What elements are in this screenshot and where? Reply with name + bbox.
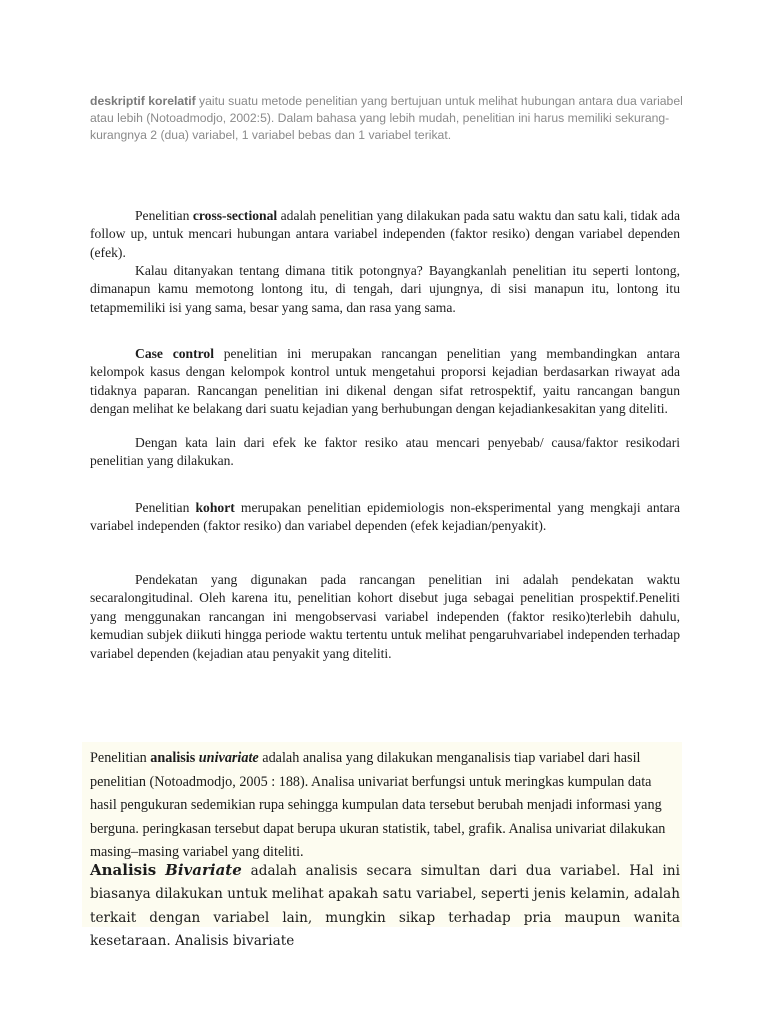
cross-sectional-text: adalah penelitian yang dilakukan pada satu waktu dan satu kali, tidak ada follow up, untuk mencari hubungan antara variabel independen (faktor resiko) dengan variabel dependen (efek).: [90, 208, 681, 260]
kohort-text: merupakan penelitian epidemiologis non-eksperimental yang mengkaji antara variabel independen (faktor resiko) dan variabel dependen (efek kejadian/penyakit).: [90, 500, 680, 534]
cross-sectional-lead: Penelitian: [135, 208, 193, 223]
kohort-paragraph: [90, 499, 680, 536]
intro-paragraph: [90, 93, 690, 144]
bivariate-text: adalah analisis secara simultan dari dua variabel. Hal ini biasanya dilakukan untuk melihat apakah satu variabel, seperti jenis kelamin, adalah terkait dengan variabel lain, mungkin sikap terhadap pria maupun wanita kesetaraan. Analisis bivariate: [90, 863, 680, 950]
term-deskriptif-korelatif: deskriptif korelatif: [90, 94, 196, 108]
kohort-lead: Penelitian: [135, 500, 196, 515]
term-univariate: univariate: [198, 750, 259, 766]
term-analisis-bivariate: Analisis: [90, 861, 157, 879]
univariate-text: adalah analisa yang dilakukan menganalisis tiap variabel dari hasil penelitian (Notoadmodjo, 2005 : 188). Analisa univariat berfungsi untuk meringkas kumpulan data hasil pengukuran sedemikian rupa sehingga kumpulan data tersebut berubah menjadi informasi yang berguna. peringkasan tersebut dapat berupa ukuran statistik, tabel, grafik. Analisa univariat dilakukan masing–masing variabel yang diteliti.: [90, 750, 666, 861]
case-control-paragraph: [90, 345, 680, 419]
case-control-paragraph-2: Dengan kata lain dari efek ke faktor resiko atau mencari penyebab/ causa/faktor resikodari penelitian yang dilakukan.: [90, 435, 680, 469]
univariate-paragraph: [90, 747, 680, 865]
intro-text: yaitu suatu metode penelitian yang bertujuan untuk melihat hubungan antara dua variabel atau lebih (Notoadmodjo, 2002:5). Dalam bahasa yang lebih mudah, penelitian ini harus memiliki sekurang-kurangnya 2 (dua) variabel, 1 variabel bebas dan 1 variabel terikat.: [90, 94, 683, 142]
cross-sectional-paragraph: [90, 207, 680, 262]
univariate-lead: Penelitian: [90, 750, 151, 766]
term-cross-sectional: cross-sectional: [192, 208, 278, 223]
case-control-text: penelitian ini merupakan rancangan penelitian yang membandingkan antara kelompok kasus dengan kelompok kontrol untuk mengetahui proporsi kejadian berdasarkan riwayat ada tidaknya paparan. Rancangan penelitian ini dikenal dengan sifat retrospektif, yaitu rancangan bangun dengan melihat ke belakang dari suatu kejadian yang berhubungan dengan kejadiankesakitan yang diteliti.: [90, 346, 680, 417]
term-kohort: kohort: [195, 500, 235, 515]
kohort-paragraph-2: Pendekatan yang digunakan pada rancangan penelitian ini adalah pendekatan waktu secaralongitudinal. Oleh karena itu, penelitian kohort disebut juga sebagai penelitian prospektif.Peneliti yang menggunakan rancangan ini mengobservasi variabel independen (faktor resiko)terlebih dahulu, kemudian subjek diikuti hingga periode waktu tertentu untuk melihat pengaruhvariabel independen terhadap variabel dependen (kejadian atau penyakit yang diteliti.: [90, 572, 681, 661]
lontong-paragraph: Kalau ditanyakan tentang dimana titik potongnya? Bayangkanlah penelitian itu seperti lontong, dimanapun kamu memotong lontong itu, di tengah, dari ujungnya, di sisi manapun itu, lontong itu tetapmemiliki isi yang sama, besar yang sama, dan rasa yang sama.: [90, 263, 680, 315]
bivariate-paragraph: [90, 859, 680, 954]
term-case-control: Case control: [135, 346, 214, 361]
term-analisis: analisis: [150, 750, 196, 766]
term-bivariate: Bivariate: [165, 861, 242, 879]
